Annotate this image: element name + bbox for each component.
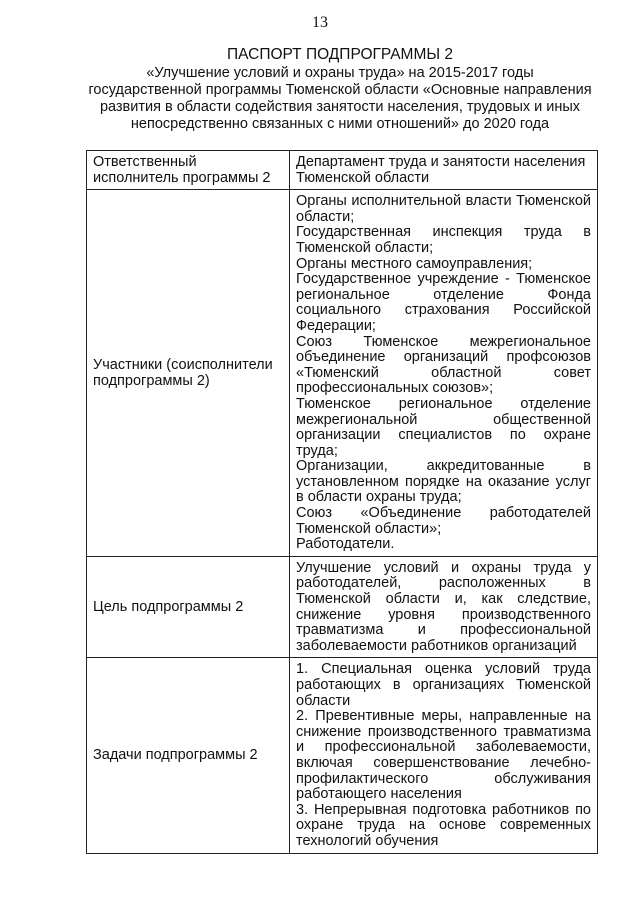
row-value <box>290 151 598 190</box>
value-line: 2. Превентивные меры, направленные на снижение производственного травматизма и профессиональной заболеваемости, включая совершенствование лечебно-профилактического обслуживания работающего населения <box>296 708 591 803</box>
value-line: Работодатели. <box>296 536 395 553</box>
value-line: Союз Тюменское межрегиональное объединение организаций профсоюзов «Тюменский областной совет профессиональных союзов»; <box>296 333 591 397</box>
value-line: Тюменской области <box>296 169 430 186</box>
row-label: Задачи подпрограммы 2 <box>87 658 290 853</box>
value-line: Организации, аккредитованные в установленном порядке на оказание услуг в области охраны труда; <box>296 458 591 506</box>
value-line: Органы местного самоуправления; <box>296 255 533 272</box>
value-line: Улучшение условий и охраны труда у работодателей, расположенных в Тюменской области и, как следствие, снижение уровня производственного травматизма и профессиональной заболеваемости работников организаций <box>296 559 591 654</box>
value-line: Союз «Объединение работодателей Тюменской области»; <box>296 505 591 537</box>
document-title <box>80 46 600 133</box>
value-line: Государственное учреждение - Тюменское региональное отделение Фонда социального страхования Российской Федерации; <box>296 271 591 334</box>
title-line-5: непосредственно связанных с ними отношений» до 2020 года <box>130 116 550 132</box>
title-line-2: «Улучшение условий и охраны труда» на 2015-2017 годы <box>146 65 534 81</box>
page-number: 13 <box>312 14 328 31</box>
row-value <box>290 556 598 658</box>
row-value <box>290 658 598 853</box>
title-line-1: ПАСПОРТ ПОДПРОГРАММЫ 2 <box>227 46 453 63</box>
value-line: Государственная инспекция труда в Тюменской области; <box>296 224 591 256</box>
value-line: Департамент труда и занятости населения <box>296 154 586 170</box>
passport-table <box>86 150 598 854</box>
title-line-4: развития в области содействия занятости населения, трудовых и иных <box>99 99 581 115</box>
row-label: Цель подпрограммы 2 <box>87 556 290 658</box>
table-row-participants <box>87 190 598 557</box>
row-label: Ответственный исполнитель программы 2 <box>87 151 290 190</box>
value-line: Органы исполнительной власти Тюменской области; <box>296 193 591 225</box>
value-line: 3. Непрерывная подготовка работников по охране труда на основе современных технологий обучения <box>296 801 591 849</box>
row-label: Участники (соисполнители подпрограммы 2) <box>87 190 290 557</box>
table-row-tasks <box>87 658 598 853</box>
value-line: 1. Специальная оценка условий труда работающих в организациях Тюменской области <box>296 661 591 709</box>
row-value <box>290 190 598 557</box>
table-row-goal <box>87 556 598 658</box>
title-line-3: государственной программы Тюменской области «Основные направления <box>88 82 592 98</box>
table-row-responsible <box>87 151 598 190</box>
value-line: Тюменское региональное отделение межрегиональной общественной организации специалистов по охране труда; <box>296 395 591 459</box>
